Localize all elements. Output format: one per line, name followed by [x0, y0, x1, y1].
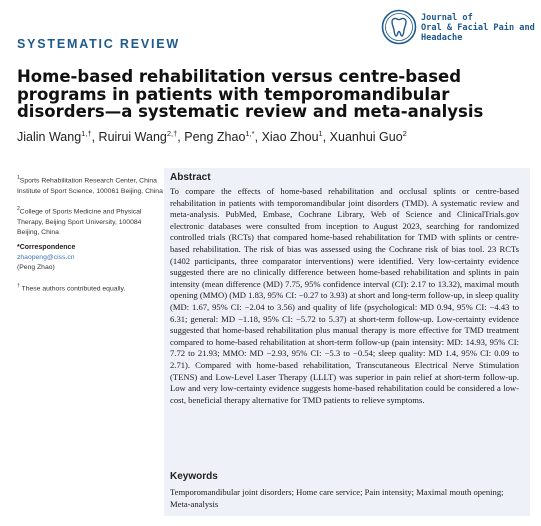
affiliation: $^1$Sports Rehabilitation Research Center, China Institute of Sport Science, 100061 Beijing, China: [17, 175, 163, 195]
correspondence-label: *Correspondence: [17, 244, 76, 251]
author[interactable]: Xiao Zhou$^1$: [261, 129, 323, 145]
journal-name: Journal of Oral & Facial Pain and Headache: [421, 13, 535, 43]
correspondence-email-link[interactable]: zhaopeng@ciss.cn: [17, 254, 75, 261]
article-type-label: SYSTEMATIC REVIEW: [17, 37, 181, 51]
author[interactable]: Xuanhui Guo$^2$: [329, 129, 407, 145]
author[interactable]: Ruirui Wang$^{2,\dagger}$: [98, 129, 178, 145]
abstract-text: To compare the effects of home-based rehabilitation and occlusal splints or centre-based rehabilitation in patients with temporomandibular joint disorders (TMD). A systematic review and meta-analysis. PubMed, Embase, Cochrane Library, Web of Science and ClinicalTrials.gov electronic databases were consulted from inception to August 2023, searching for randomized controlled trials (RCTs) that compared home-based rehabilitation for TMD with splints or centre-based rehabilitation. The risk of bias was assessed using the Cochrane risk of bias tool. 23 RCTs (1402 participants, three comparator interventions) were identified. Very low-certainty evidence suggested there are no clinically difference between home-based rehabilitation and splints in pain intensity (mean difference (MD) 7.75, 95% confidence interval (CI): 2.17 to 13.32), maximal mouth opening (MMO) (MD 1.83, 95% CI: −0.27 to 3.93) at short and long-term follow-up, in sleep quality (MD: 1.67, 95% CI: −2.04 to 3.56) and quality of life (psychological: MD 0.94, 95% CI: −4.43 to 6.31; general: MD −1.18, 95% CI: −5.72 to 5.37) at short-term follow-up. Low-certainty evidence suggested that home-based rehabilitation plus manual therapy is more effective for TMD treatment compared to home-based rehabilitation at short-term follow-up (pain intensity: MD: 14.93, 95% CI: 7.72 to 21.93; MMO: MD −2.93, 95% CI: −5.3 to −0.54; sleep quality: MD 1.4, 95% CI: 0.09 to 2.71). Compared with home-based rehabilitation, Transcutaneous Electrical Nerve Stimulation (TENS) and Low-Level Laser Therapy (LLLT) was superior in pain relief at short-term follow-up. Low and very low-certainty evidence suggests home-based rehabilitation could be considered a low-cost, beneficial therapy alternative for TMD patients to relieve symptoms.: [170, 186, 519, 405]
abstract-heading: Abstract: [170, 172, 211, 183]
author-list: Jialin Wang$^{1,\dagger}$, Ruirui Wang$^{2,\dagger}$, Peng Zhao$^{1,*}$, Xiao Zhou$^1$, Xuanhui Guo$^2$: [17, 129, 407, 145]
author[interactable]: Jialin Wang$^{1,\dagger}$: [17, 129, 92, 145]
author[interactable]: Peng Zhao$^{1,*}$: [184, 129, 255, 145]
keywords-heading: Keywords: [170, 471, 218, 482]
equal-contribution-note: † These authors contributed equally.: [17, 283, 126, 293]
article-title: Home-based rehabilitation versus centre-based programs in patients with temporomandibular disorders—a systematic review and meta-analysis: [17, 67, 484, 121]
tooth-logo-icon: [381, 9, 417, 45]
correspondence-name: (Peng Zhao): [17, 264, 55, 271]
affiliation: $^2$College of Sports Medicine and Physical Therapy, Beijing Sport University, 100084 Beijing, China: [17, 206, 142, 237]
keywords-text: Temporomandibular joint disorders; Home care service; Pain intensity; Maximal mouth opening; Meta-analysis: [170, 487, 504, 509]
